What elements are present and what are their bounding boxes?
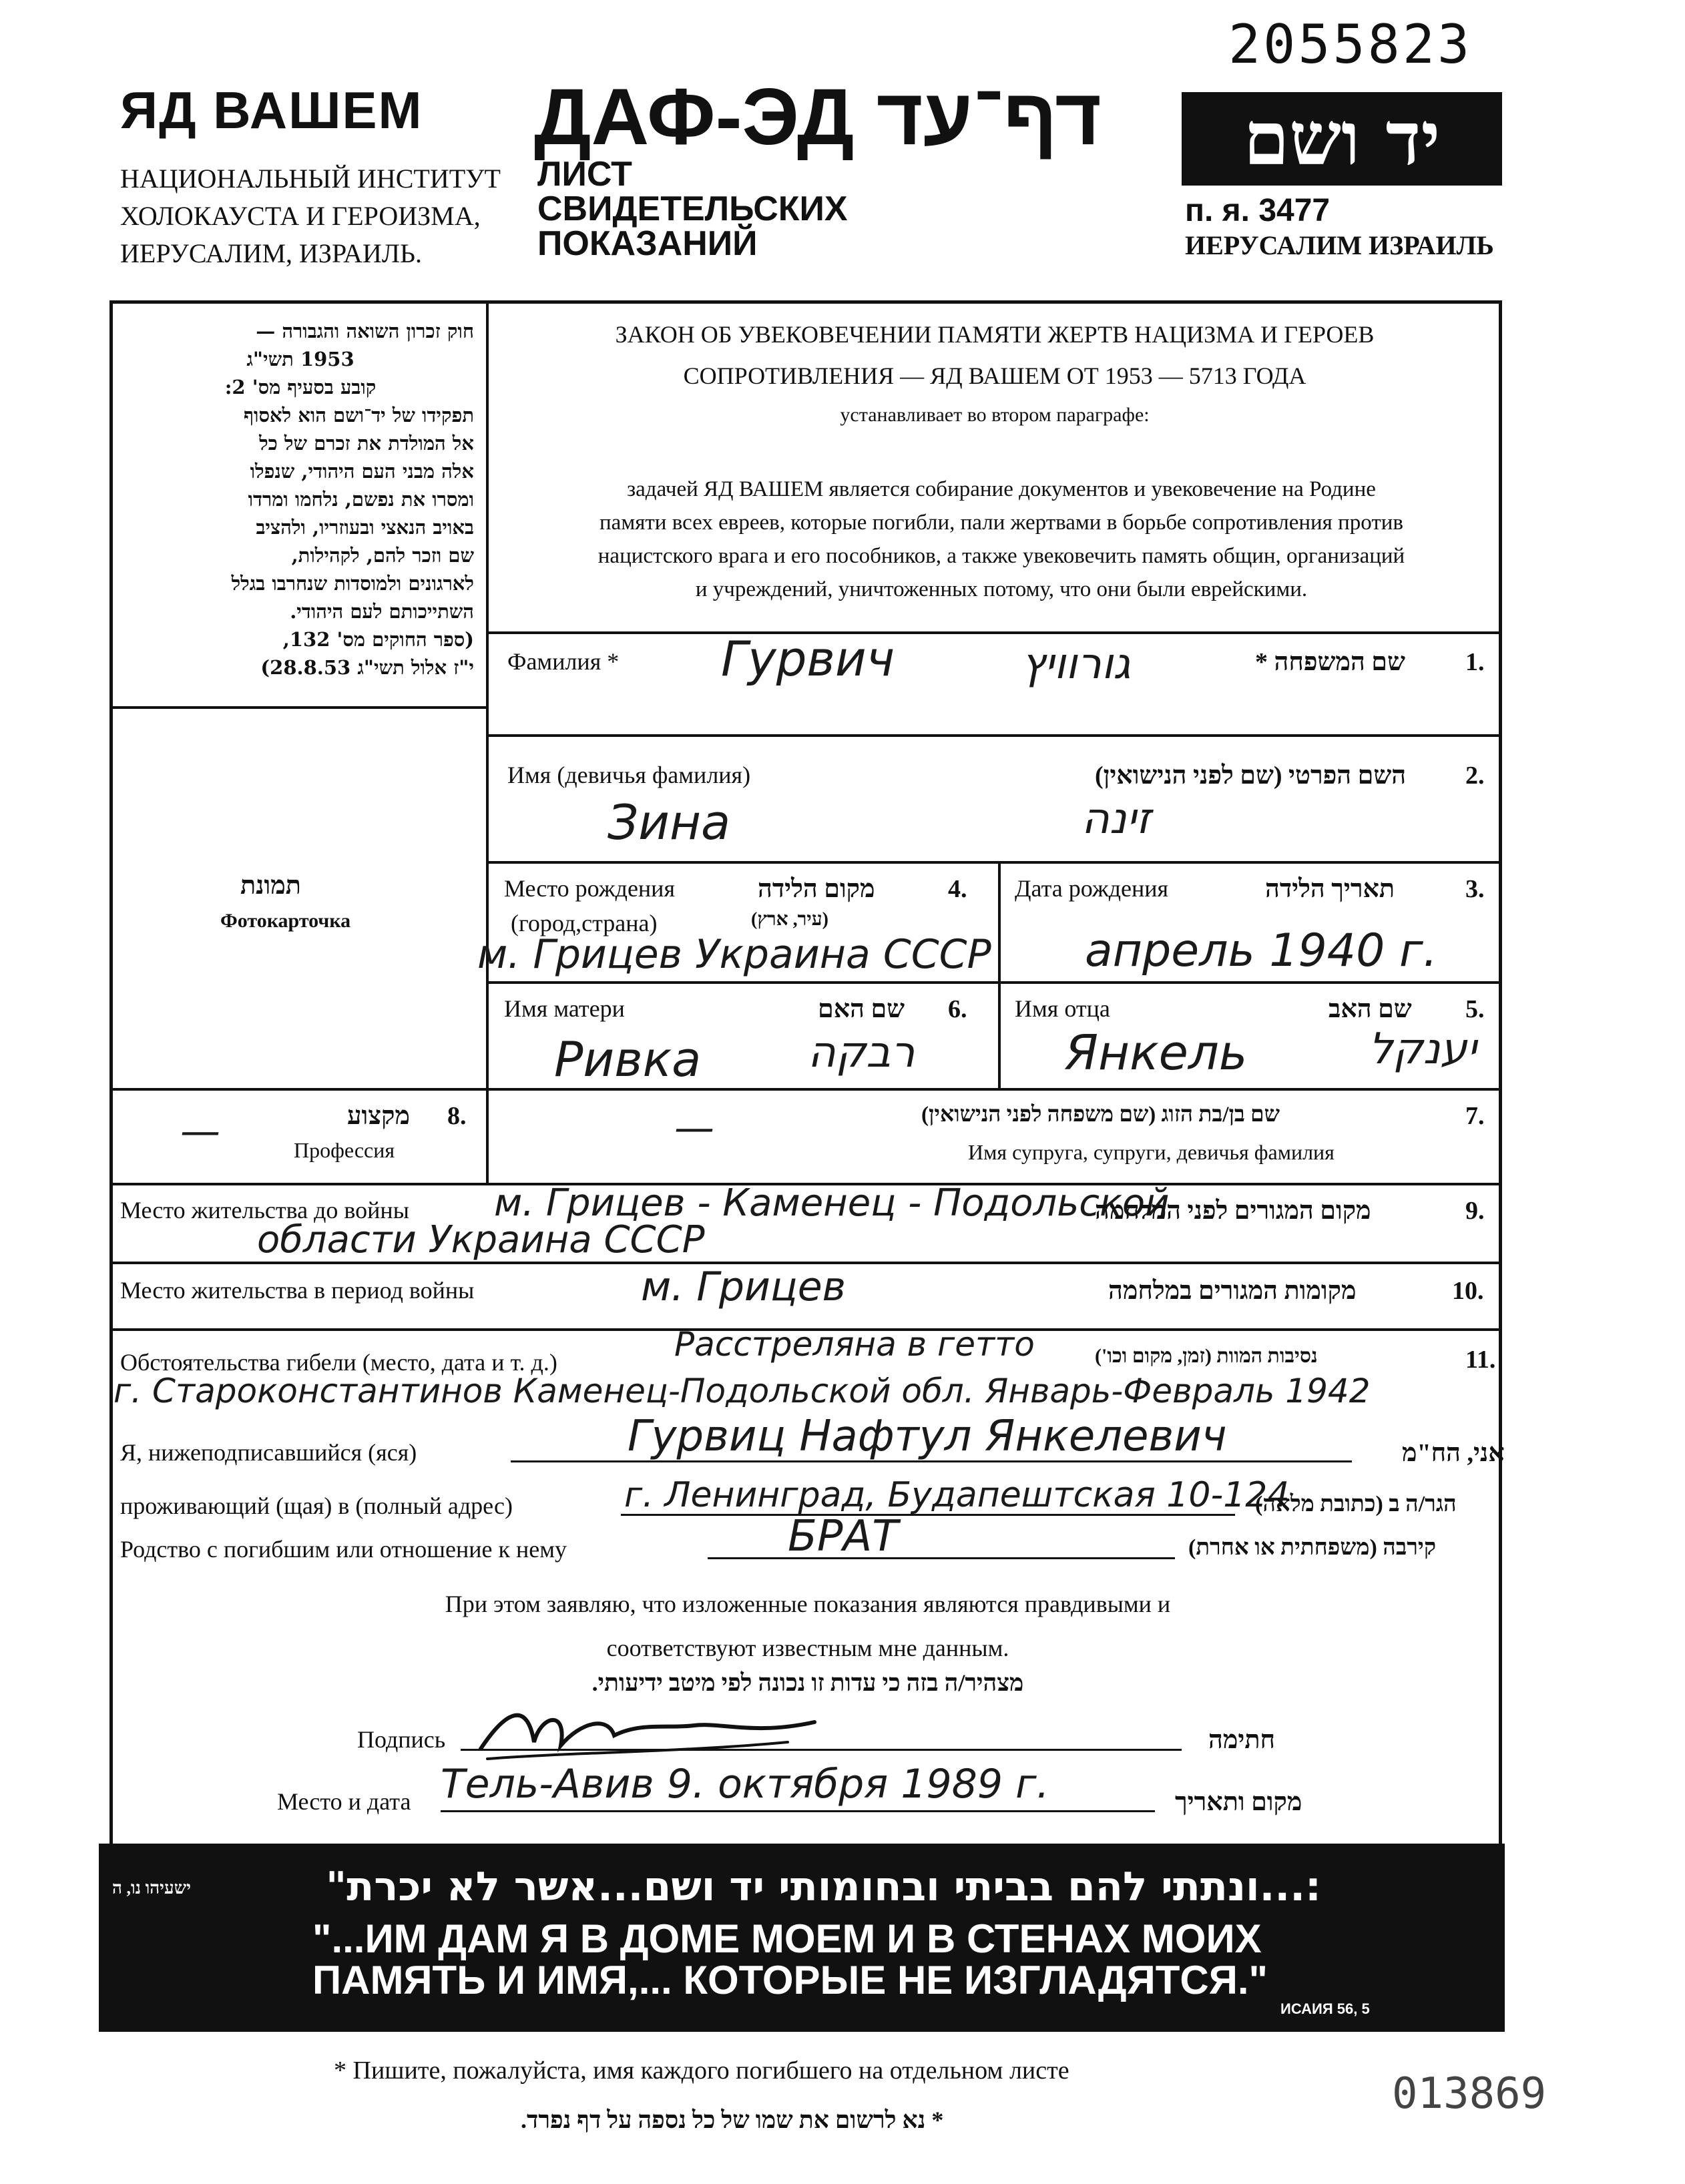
field-7-label-he: שם בן/בת הזוג (שם משפחה לפני הנישואין) (921, 1103, 1280, 1127)
declarant-address-value: г. Ленинград, Будапештская 10-124 (624, 1475, 1290, 1515)
field-6-number: 6. (948, 995, 967, 1023)
law-ru-title-1: ЗАКОН ОБ УВЕКОВЕЧЕНИИ ПАМЯТИ ЖЕРТВ НАЦИЗМА И ГЕРОЕВ (615, 321, 1375, 348)
field-3-4-divider (998, 861, 1001, 1088)
institute-line-2: ХОЛОКАУСТА И ГЕРОИЗМА, (120, 201, 481, 231)
field-1-top (486, 631, 1502, 634)
law-ru-body-line: памяти всех евреев, которые погибли, пали жертвами в борьбе сопротивления против (599, 511, 1403, 535)
field-11-number: 11. (1465, 1346, 1496, 1374)
field-5-label-ru: Имя отца (1015, 995, 1110, 1022)
document-number-bottom: 013869 (1392, 2069, 1547, 2119)
declarant-relation-label-ru: Родство с погибшим или отношение к нему (120, 1536, 567, 1563)
law-he-line: לארגונים ולמוסדות שנחרבו בגלל (231, 572, 474, 595)
field-9-label-he: מקום המגורים לפני המלחמה (1095, 1197, 1371, 1225)
place-date-value: Тель-Авив 9. октября 1989 г. (441, 1761, 1049, 1808)
field-10-label-he: מקומות המגורים במלחמה (1108, 1277, 1357, 1305)
field-5-number: 5. (1465, 995, 1485, 1023)
declarant-relation-line (708, 1557, 1175, 1559)
law-ru-body (507, 473, 1495, 606)
field-7-8-top (109, 1088, 1502, 1091)
banner-he-ref: ישעיהו נו, ה (112, 1878, 191, 1898)
declarant-name-label-ru: Я, нижеподписавшийся (яся) (120, 1439, 417, 1466)
signature-label-he: חתימה (1208, 1726, 1276, 1754)
place-date-label-he: מקום ותאריך (1175, 1788, 1302, 1816)
field-10-label-ru: Место жительства в период войны (120, 1277, 475, 1304)
yad-vashem-ru-logo: ЯД ВАШЕМ (120, 81, 423, 140)
city-right: ИЕРУСАЛИМ ИЗРАИЛЬ (1185, 230, 1494, 260)
law-he-line: שם וזכר להם, לקהילות, (291, 544, 474, 567)
field-3-label-ru: Дата рождения (1015, 875, 1169, 902)
field-9-value-line2: области Украина СССР (257, 1218, 705, 1262)
field-10-value: м. Грицев (641, 1264, 847, 1310)
field-2-value-he: זינה (1081, 794, 1151, 844)
field-1-value: Гурвич (721, 631, 895, 687)
yad-vashem-he-logo (1182, 92, 1502, 186)
field-8-value: — (180, 1108, 220, 1155)
field-9-value-line1: м. Грицев - Каменец - Подольской (494, 1181, 1170, 1225)
field-2-label-ru: Имя (девичья фамилия) (507, 762, 751, 788)
field-11-value-line2: г. Староконстантинов Каменец-Подольской обл. Январь-Февраль 1942 (113, 1372, 1371, 1410)
field-6-label-he: שם האם (818, 995, 905, 1023)
law-he-line: באויב הנאצי ובעוזריו, ולהציב (256, 516, 474, 539)
field-2-top (486, 734, 1502, 737)
field-8-label-ru: Профессия (294, 1138, 395, 1162)
field-3-value: апрель 1940 г. (1085, 924, 1438, 977)
document-number-top: 2055823 (1228, 13, 1473, 75)
field-4-label-he2: (עיר, ארץ) (751, 909, 828, 930)
field-7-number: 7. (1465, 1102, 1485, 1130)
law-he-line: 1953 תשי"ג (246, 348, 354, 370)
law-ru-body-line: и учреждений, уничтоженных потому, что они были еврейскими. (695, 577, 1308, 601)
law-he-line: השתייכותם לעם היהודי. (290, 600, 474, 623)
law-he-line: אלה מבני העם היהודי, שנפלו (250, 460, 474, 483)
banner-ru-line-1: "...ИМ ДАМ Я В ДОМЕ МОЕМ И В СТЕНАХ МОИХ (312, 1916, 1262, 1961)
signature-mark (467, 1695, 841, 1769)
institute-name (120, 160, 501, 272)
place-date-line (441, 1810, 1155, 1812)
law-he-line: תפקידו של יד־ושם הוא לאסוף (244, 404, 474, 427)
form-title-line-1: ЛИСТ (537, 155, 632, 194)
declarant-name-label-he: אני, הח"מ (1402, 1439, 1505, 1467)
field-6-value: Ривка (554, 1031, 702, 1087)
field-9-number: 9. (1465, 1197, 1485, 1225)
declaration-ru-line-2: соответствуют известным мне данным. (606, 1635, 1009, 1661)
declarant-address-label-ru: проживающий (щая) в (полный адрес) (120, 1492, 513, 1519)
field-4-label-he: מקום הלידה (758, 875, 875, 903)
field-6-value-he: רבקה (808, 1028, 915, 1077)
quote-banner (99, 1844, 1505, 2032)
field-2-number: 2. (1465, 762, 1485, 790)
banner-ru-line-2: ПАМЯТЬ И ИМЯ,... КОТОРЫЕ НЕ ИЗГЛАДЯТСЯ." (312, 1958, 1268, 2002)
form-title (537, 157, 848, 261)
form-title-line-3: ПОКАЗАНИЙ (537, 224, 758, 263)
field-5-value-he: יענקל (1369, 1025, 1477, 1074)
form-title-line-2: СВИДЕТЕЛЬСКИХ (537, 190, 848, 228)
daf-ed-he: דף־עד (876, 72, 1102, 162)
place-date-label-ru: Место и дата (277, 1788, 411, 1815)
field-4-number: 4. (948, 875, 967, 903)
declaration-ru-line-1: При этом заявляю, что изложенные показания являются правдивыми и (445, 1591, 1171, 1617)
field-4-label-ru2: (город,страна) (511, 910, 658, 936)
daf-ed-ru: ДАФ-ЭД (534, 72, 855, 162)
field-1-label-ru: Фамилия * (507, 648, 620, 675)
po-box: п. я. 3477 (1185, 193, 1331, 228)
declaration-ru (120, 1582, 1495, 1670)
field-1-value-he: גורוויץ (1021, 639, 1131, 689)
declarant-address-label-he: הגר/ה ב (כתובת מלאה) (1255, 1492, 1457, 1517)
field-3-label-he: תאריך הלידה (1265, 875, 1395, 903)
declarant-name-value: Гурвиц Нафтул Янкелевич (628, 1412, 1227, 1461)
field-2-value: Зина (608, 794, 731, 850)
field-8-number: 8. (447, 1102, 467, 1130)
field-1-label-he: שם המשפחה * (1255, 648, 1405, 676)
law-ru-body-line: нацистского врага и его пособников, а также увековечить память общин, организаций (597, 544, 1405, 568)
field-5-value: Янкель (1065, 1025, 1248, 1081)
law-ru (494, 314, 1495, 434)
footnote-ru: * Пишите, пожалуйста, имя каждого погибшего на отдельном листе (334, 2057, 1069, 2085)
banner-ru-ref: ИСАИЯ 56, 5 (1280, 2000, 1370, 2017)
declarant-relation-value: БРАТ (788, 1512, 899, 1561)
banner-he: :...ונתתי להם בביתי ובחומותי יד ושם...אשר לא יכרת" (326, 1864, 1321, 1910)
footnote-he: * נא לרשום את שמו של כל נספה על דף נפרד. (521, 2107, 944, 2133)
field-11-label-he: נסיבות המוות (זמן, מקום וכו') (1095, 1345, 1318, 1367)
field-11-label-ru: Обстоятельства гибели (место, дата и т. д.) (120, 1349, 557, 1376)
declaration-he: מצהיר/ה בזה כי עדות זו נכונה לפי מיטב ידיעותי. (591, 1669, 1024, 1696)
field-5-label-he: שם האב (1329, 995, 1412, 1023)
field-3-number: 3. (1465, 875, 1485, 903)
field-6-label-ru: Имя матери (504, 995, 625, 1022)
law-he-line: חוק זכרון השואה והגבורה — (256, 320, 474, 342)
law-he-line: ומסרו את נפשם, נלחמו ומרדו (248, 488, 474, 511)
field-1-number: 1. (1465, 648, 1485, 676)
law-he-line: (ספר החוקים מס' 132, (282, 628, 474, 651)
field-7-8-divider (486, 1088, 489, 1183)
field-9-label-ru: Место жительства до войны (120, 1197, 409, 1223)
daf-ed-title (534, 73, 1102, 160)
field-11-value-line1: Расстреляна в гетто (674, 1325, 1035, 1364)
field-2-label-he: השם הפרטי (שם לפני הנישואין) (1095, 762, 1407, 790)
law-ru-subtitle: устанавливает во втором параграфе: (840, 404, 1150, 426)
institute-line-1: НАЦИОНАЛЬНЫЙ ИНСТИТУТ (120, 164, 501, 194)
law-he-line: אל המולדת את זכרם של כל (259, 432, 474, 455)
field-4-label-ru: Место рождения (504, 875, 676, 902)
field-10-number: 10. (1452, 1277, 1484, 1305)
field-7-value: — (674, 1105, 714, 1151)
photo-label-he: תמונת (240, 872, 301, 900)
law-ru-body-line: задачей ЯД ВАШЕМ является собирание документов и увековечение на Родине (627, 477, 1376, 501)
law-he-line: קובע בסעיף מס' 2: (224, 376, 377, 398)
yad-vashem-he-text: יד ושם (1243, 95, 1441, 182)
field-5-6-top (486, 981, 1502, 984)
law-he-text (127, 317, 474, 681)
signature-label-ru: Подпись (357, 1726, 446, 1753)
field-4-value: м. Грицев Украина СССР (477, 931, 991, 978)
law-ru-title-2: СОПРОТИВЛЕНИЯ — ЯД ВАШЕМ ОТ 1953 — 5713 ГОДА (683, 362, 1306, 389)
photo-label-ru: Фотокарточка (220, 910, 351, 932)
institute-line-3: ИЕРУСАЛИМ, ИЗРАИЛЬ. (120, 238, 422, 268)
law-he-line: י"ז אלול תשי"ג 28.8.53) (260, 656, 474, 679)
field-7-label-ru: Имя супруга, супруги, девичья фамилия (968, 1140, 1335, 1164)
field-3-4-top (486, 861, 1502, 864)
field-8-label-he: מקצוע (347, 1102, 410, 1130)
declarant-relation-label-he: קירבה (משפחתית או אחרת) (1188, 1535, 1437, 1560)
